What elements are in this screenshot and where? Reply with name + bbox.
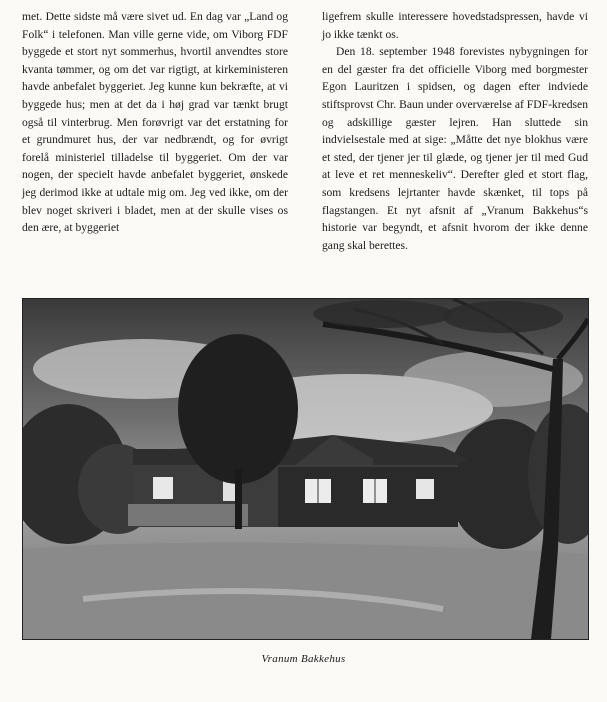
right-text-column xyxy=(322,8,588,254)
left-text-column xyxy=(22,8,288,237)
house-photograph xyxy=(22,298,589,640)
photo-caption: Vranum Bakkehus xyxy=(261,653,346,665)
paragraph: ligefrem skulle interessere hovedstadspressen, havde vi jo ikke tænkt os. xyxy=(322,10,588,41)
photo-illustration xyxy=(23,299,588,639)
paragraph: Den 18. september 1948 forevistes nybygningen for en del gæster fra det officielle Viborg med borgmester Egon Lauritzen i spidsen, og dagen efter indviede stiftsprovst Chr. Baun under overværelse af FDF-kredsen og adskillige gæster lejren. Han sluttede sin indvielsestale med at sige: „Måtte det nye blokhus være et sted, der tjener jer til glæde, og tjener jer til med Gud at leve et ret menneskeliv“. Derefter gled et stort flag, som kredsens lejrtanter havde skænket, til tops på flagstangen. Et nyt afsnit af „Vranum Bakkehus“s historie var begyndt, et afsnit hvorom der ikke denne gang skal berettes. xyxy=(322,45,588,252)
paragraph: met. Dette sidste må være sivet ud. En dag var „Land og Folk“ i telefonen. Man ville gerne vide, om Viborg FDF byggede et stort nyt sommerhus, hvortil anvendtes store kvanta tømmer, og om det var rigtigt, at kirkeministeren havde anbefalet byggeriet. Jeg kunne kun bekræfte, at vi byggede hus; men at det da i høj grad var tænkt brugt også til vinterbrug. Men forøvrigt var det erstatning for et grundmuret hus, der var nedbrændt, og for øvrigt forelå ministeriel tilladelse til byggeriet. Om der var nogen, der specielt havde anbefalet byggeriet, ønskede jeg derimod ikke at udtale mig om. Jeg ved ikke, om der blev noget skriveri i bladet, men at der skulle vises os den ære, at byggeriet xyxy=(22,10,288,235)
